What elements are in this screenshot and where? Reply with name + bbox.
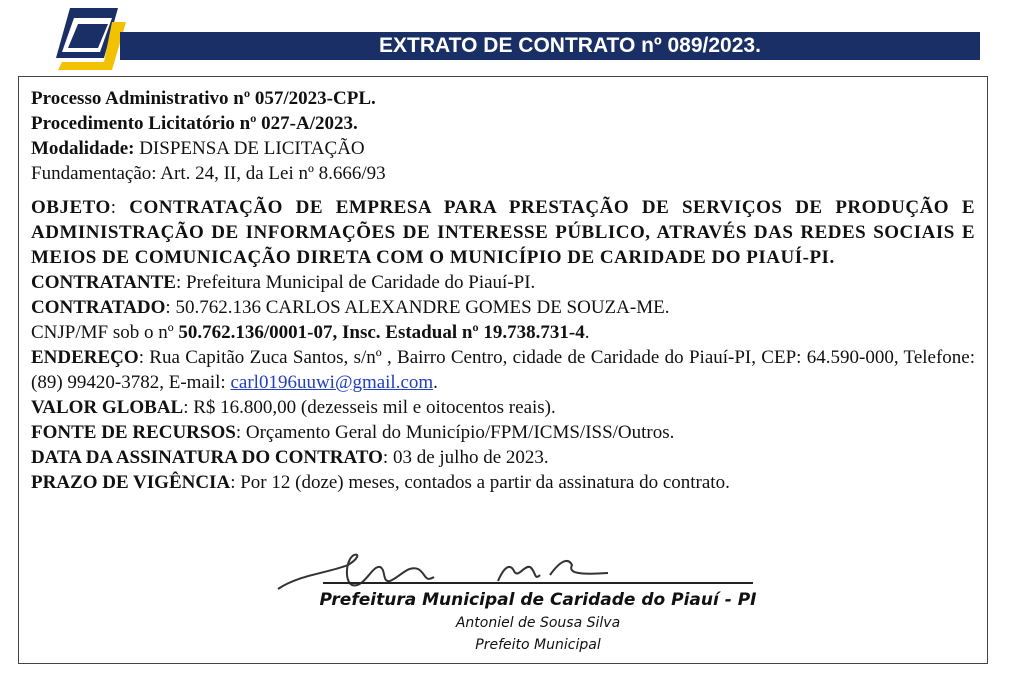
signature-org: Prefeitura Municipal de Caridade do Piauí - PI: [319, 590, 757, 610]
signature-role: Prefeito Municipal: [475, 637, 601, 653]
title-bar: [120, 32, 980, 60]
contract-body: [31, 86, 975, 495]
valor-line: VALOR GLOBAL: R$ 16.800,00 (dezesseis mil e oitocentos reais).: [31, 397, 556, 418]
procedimento-line: Procedimento Licitatório nº 027-A/2023.: [31, 113, 358, 134]
contratante-line: CONTRATANTE: Prefeitura Municipal de Caridade do Piauí-PI.: [31, 272, 536, 293]
modalidade-line: Modalidade: DISPENSA DE LICITAÇÃO: [31, 138, 365, 159]
objeto-line: OBJETO: CONTRATAÇÃO DE EMPRESA PARA PRESTAÇÃO DE SERVIÇOS DE PRODUÇÃO E ADMINISTRAÇÃO DE INFORMAÇÕES DE INTERESSE PÚBLICO, ATRAVÉS DAS REDES SOCIAIS E MEIOS DE COMUNICAÇÃO DIRETA COM O MUNICÍPIO DE CARIDADE DO PIAUÍ-PI.: [31, 197, 975, 268]
fonte-line: FONTE DE RECURSOS: Orçamento Geral do Município/FPM/ICMS/ISS/Outros.: [31, 422, 675, 443]
page-title: EXTRATO DE CONTRATO nº 089/2023.: [379, 34, 761, 57]
header: [0, 0, 1017, 70]
contratado-line: CONTRATADO: 50.762.136 CARLOS ALEXANDRE GOMES DE SOUZA-ME.: [31, 297, 670, 318]
fundamentacao-line: Fundamentação: Art. 24, II, da Lei nº 8.666/93: [31, 163, 386, 184]
cnpj-line: CNJP/MF sob o nº 50.762.136/0001-07, Insc. Estadual nº 19.738.731-4.: [31, 322, 590, 343]
email-link[interactable]: carl0196uuwi@gmail.com: [230, 372, 434, 393]
signature-block: [268, 545, 768, 663]
signature-scribble-icon: [268, 545, 768, 595]
processo-line: Processo Administrativo nº 057/2023-CPL.: [31, 88, 376, 109]
logo-icon: [0, 0, 140, 70]
endereco-line: ENDEREÇO: Rua Capitão Zuca Santos, s/nº , Bairro Centro, cidade de Caridade do Piauí-PI, CEP: 64.590-000, Telefone: (89) 99420-3782, E-mail: carl0196uuwi@gmail.com.: [31, 347, 975, 393]
signature-name: Antoniel de Sousa Silva: [455, 615, 621, 631]
prazo-line: PRAZO DE VIGÊNCIA: Por 12 (doze) meses, contados a partir da assinatura do contrato.: [31, 472, 730, 493]
data-line: DATA DA ASSINATURA DO CONTRATO: 03 de julho de 2023.: [31, 447, 549, 468]
signature-line: [323, 582, 753, 584]
